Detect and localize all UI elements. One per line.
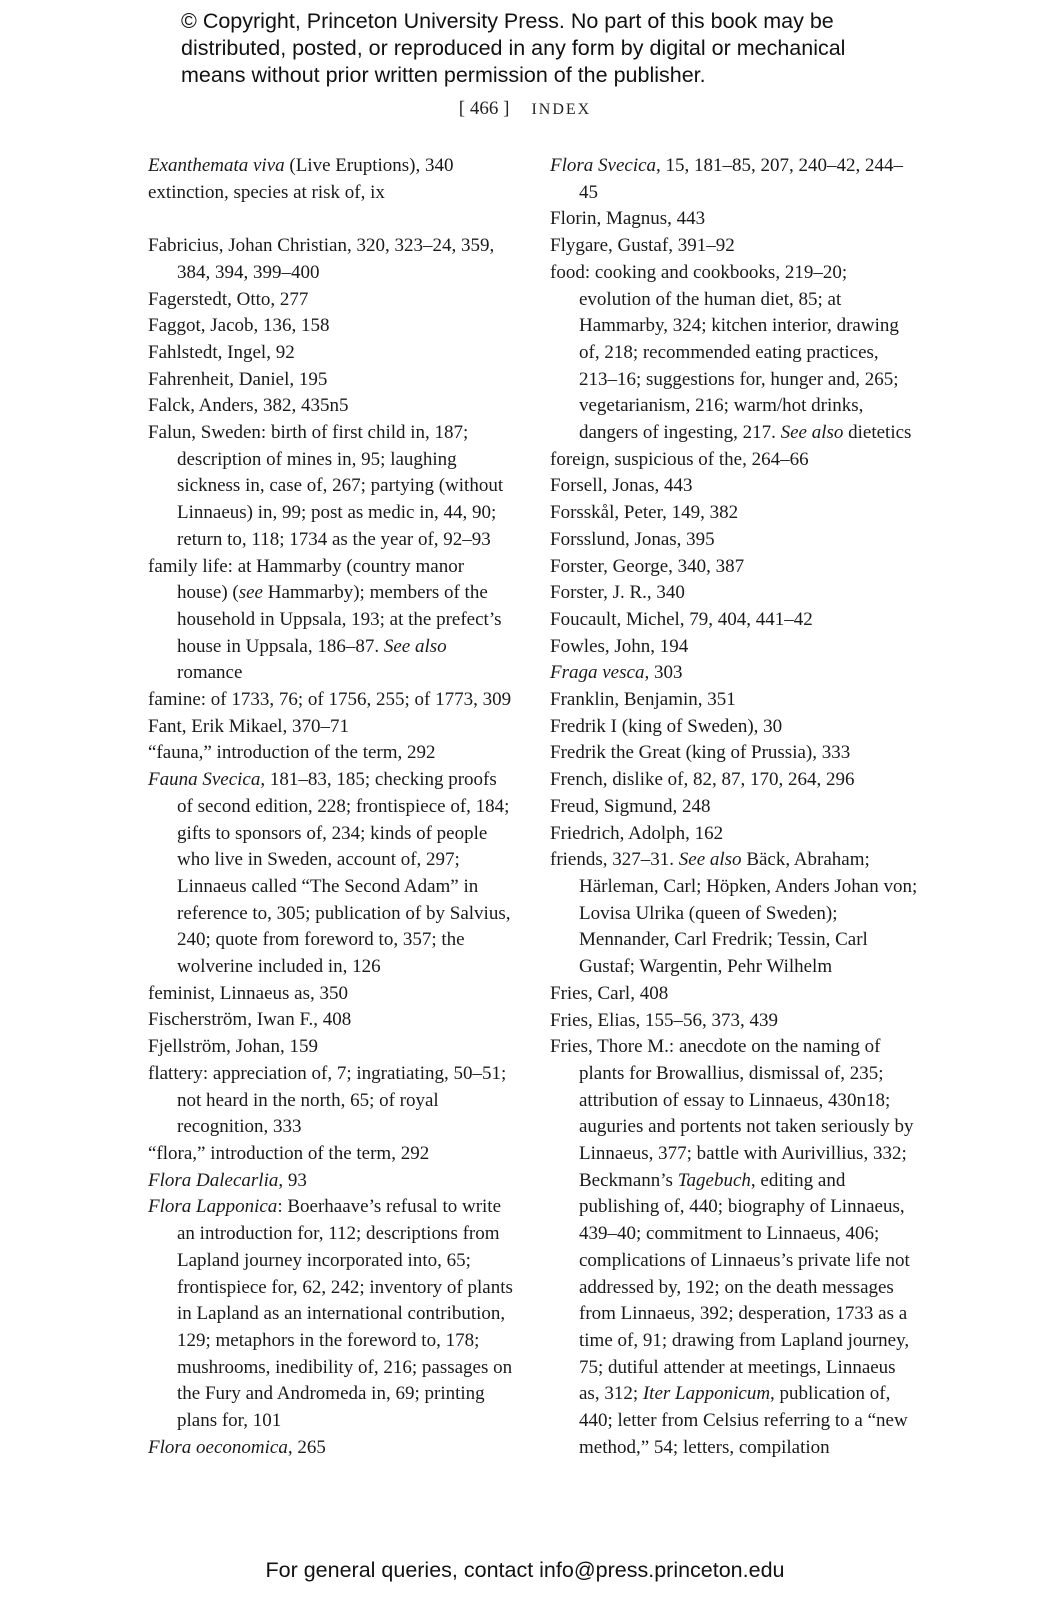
- index-entry: [148, 313, 516, 340]
- index-entry: [148, 393, 516, 420]
- index-entry: [148, 714, 516, 741]
- index-entry-italic-text: Flora Dalecarlia: [148, 1169, 279, 1191]
- index-entry-text: Flygare, Gustaf, 391–92: [550, 235, 735, 257]
- index-entry: [550, 821, 920, 848]
- index-entry-text: “fauna,” introduction of the term, 292: [148, 742, 436, 764]
- index-entry-text: extinction, species at risk of, ix: [148, 181, 385, 203]
- index-entry-italic-text: See also: [383, 635, 447, 657]
- index-entry: [148, 420, 516, 554]
- index-entry-text: Forster, George, 340, 387: [550, 555, 745, 577]
- index-entry-text: Fredrik I (king of Sweden), 30: [550, 715, 783, 737]
- index-entry-text: food: cooking and cookbooks, 219–20; evolution of the human diet, 85; at Hammarby, 324; kitchen interior, drawing of, 218; recommended eating practices, 213–16; suggestions for, hunger and, 265; vegetarianism, 216; warm/hot drinks, dangers of ingesting, 217.: [550, 261, 899, 444]
- index-entry-text: friends, 327–31.: [550, 849, 679, 871]
- index-entry: [148, 1007, 516, 1034]
- index-entry-text: Forster, J. R., 340: [550, 582, 685, 604]
- index-column-right: [550, 153, 920, 1461]
- index-entry-text: Foucault, Michel, 79, 404, 441–42: [550, 608, 813, 630]
- index-entry: [550, 794, 920, 821]
- index-entry-text: , 15, 181–85, 207, 240–42, 244–45: [579, 155, 904, 203]
- index-entry-text: romance: [177, 662, 243, 684]
- index-entry-text: famine: of 1733, 76; of 1756, 255; of 1773, 309: [148, 689, 512, 711]
- index-entry-italic-text: Tagebuch: [677, 1169, 751, 1191]
- index-entry-text: (Live Eruptions), 340: [284, 155, 454, 176]
- index-column-left: [148, 153, 516, 1461]
- index-entry-text: Fredrik the Great (king of Prussia), 333: [550, 742, 851, 764]
- index-entry-text: , 181–83, 185; checking proofs of second edition, 228; frontispiece of, 184; gifts to sponsors of, 234; kinds of people who live in Sweden, account of, 297; Linnaeus called “The Second Adam” in reference to, 305; publication of by Salvius, 240; quote from foreword to, 357; the wolverine included in, 126: [177, 769, 511, 978]
- index-entry-text: , editing and publishing of, 440; biography of Linnaeus, 439–40; commitment to Linnaeus, 406; complications of Linnaeus’s private life not addressed by, 192; on the death messages from Linnaeus, 392; desperation, 1733 as a time of, 91; drawing from Lapland journey, 75; dutiful attender at meetings, Linnaeus as, 312;: [579, 1169, 910, 1405]
- copyright-notice: © Copyright, Princeton University Press. No part of this book may be distributed, posted, or reproduced in any form by digital or mechanical means without prior written permission of the publisher.: [181, 9, 846, 87]
- index-entry: [148, 767, 516, 981]
- index-entry-text: Fabricius, Johan Christian, 320, 323–24, 359, 384, 394, 399–400: [148, 235, 495, 283]
- index-entry-text: Fischerström, Iwan F., 408: [148, 1009, 352, 1031]
- section-title: INDEX: [531, 101, 592, 118]
- index-entry-text: , 265: [287, 1436, 326, 1458]
- index-entry-text: family life: at Hammarby (country manor house) (: [148, 555, 465, 604]
- index-entry: [148, 1435, 516, 1462]
- index-entry-text: Fjellström, Johan, 159: [148, 1036, 318, 1058]
- index-entry: [148, 233, 516, 286]
- index-entry: [148, 1168, 516, 1195]
- index-entry: [550, 447, 920, 474]
- index-entry: [550, 1034, 920, 1461]
- index-entry: [148, 287, 516, 314]
- index-entry-text: foreign, suspicious of the, 264–66: [550, 448, 809, 470]
- index-entry-text: French, dislike of, 82, 87, 170, 264, 296: [550, 769, 855, 791]
- index-entry-text: Fant, Erik Mikael, 370–71: [148, 715, 350, 737]
- contact-footer: For general queries, contact info@press.princeton.edu: [265, 1558, 785, 1582]
- index-entry: [550, 554, 920, 581]
- index-entry-text: Forsell, Jonas, 443: [550, 475, 693, 497]
- index-entry: [550, 634, 920, 661]
- index-entry-text: flattery: appreciation of, 7; ingratiating, 50–51; not heard in the north, 65; of royal recognition, 333: [148, 1062, 507, 1138]
- index-entry: [148, 554, 516, 688]
- index-entry-text: feminist, Linnaeus as, 350: [148, 982, 348, 1004]
- index-entry: [550, 1008, 920, 1035]
- index-entry: [148, 340, 516, 367]
- running-head: [0, 98, 1050, 120]
- index-entry-text: Hammarby); members of the household in Uppsala, 193; at the prefect’s house in Uppsala, 186–87.: [177, 582, 502, 657]
- index-entry-text: Friedrich, Adolph, 162: [550, 822, 724, 844]
- index-entry: [550, 206, 920, 233]
- index-entry-italic-text: Iter Lapponicum: [642, 1383, 771, 1405]
- index-entry-text: : Boerhaave’s refusal to write an introduction for, 112; descriptions from Lapland journey incorporated into, 65; frontispiece for, 62, 242; inventory of plants in Lapland as an international contribution, 129; metaphors in the foreword to, 178; mushrooms, inedibility of, 216; passages on the Fury and Andromeda in, 69; printing plans for, 101: [177, 1196, 513, 1432]
- index-entry-italic-text: Flora Lapponica: [148, 1196, 278, 1218]
- index-entry-text: , publication of, 440; letter from Celsius referring to a “new method,” 54; letters, compilation: [579, 1383, 908, 1458]
- index-entry-text: dietetics: [843, 422, 912, 444]
- index-entry-text: Bäck, Abraham; Härleman, Carl; Höpken, Anders Johan von; Lovisa Ulrika (queen of Sweden); Mennander, Carl Fredrik; Tessin, Carl Gustaf; Wargentin, Pehr Wilhelm: [579, 849, 918, 978]
- index-entry: [148, 1141, 516, 1168]
- index-entry: [148, 740, 516, 767]
- index-entry: [550, 153, 920, 206]
- index-entry: [148, 1034, 516, 1061]
- index-entry-text: Falck, Anders, 382, 435n5: [148, 395, 349, 417]
- index-entry: [550, 847, 920, 981]
- index-entry-italic-text: Flora Svecica: [550, 155, 657, 176]
- index-entry-text: Fahrenheit, Daniel, 195: [148, 368, 328, 390]
- index-entry-italic-text: Fauna Svecica: [148, 769, 261, 791]
- index-entry: [550, 607, 920, 634]
- index-entry: [148, 1061, 516, 1141]
- index-entry: [550, 714, 920, 741]
- index-entry: [148, 687, 516, 714]
- index-entry-text: Fries, Thore M.: anecdote on the naming of plants for Browallius, dismissal of, 235; attribution of essay to Linnaeus, 430n18; auguries and portents not taken seriously by Linnaeus, 377; battle with Aurivillius, 332; Beckmann’s: [550, 1036, 914, 1191]
- index-entry: [550, 260, 920, 447]
- index-entry: [550, 981, 920, 1008]
- index-entry-text: Freud, Sigmund, 248: [550, 795, 711, 817]
- index-entry-text: , 303: [644, 662, 683, 684]
- index-entry-text: Fahlstedt, Ingel, 92: [148, 341, 295, 363]
- index-entry: [550, 767, 920, 794]
- index-entry-text: Fagerstedt, Otto, 277: [148, 288, 309, 310]
- index-entry: [148, 153, 516, 180]
- index-entry: [550, 233, 920, 260]
- index-entry-text: Fries, Carl, 408: [550, 982, 669, 1004]
- index-entry-italic-text: Exanthemata viva: [148, 155, 285, 176]
- index-entry-text: “flora,” introduction of the term, 292: [148, 1143, 430, 1164]
- index-entry: [550, 740, 920, 767]
- index-entry-italic-text: see: [238, 582, 263, 604]
- index-entry: [148, 981, 516, 1008]
- index-entry: [550, 527, 920, 554]
- index-entry: [550, 687, 920, 714]
- index-entry-text: Falun, Sweden: birth of first child in, 187; description of mines in, 95; laughing sickness in, case of, 267; partying (without Linnaeus) in, 99; post as medic in, 44, 90; return to, 118; 1734 as the year of, 92–93: [148, 422, 504, 550]
- page-number: [ 466 ]: [458, 98, 510, 119]
- index-entry: [550, 500, 920, 527]
- index-entry-text: , 93: [278, 1169, 307, 1191]
- index-entry-text: Fowles, John, 194: [550, 635, 689, 657]
- index-entry-italic-text: Flora oeconomica: [148, 1436, 288, 1458]
- index-entry: [550, 580, 920, 607]
- index-entry: [148, 1194, 516, 1434]
- index-entry-text: Forsskål, Peter, 149, 382: [550, 502, 739, 524]
- index-entry-text: Fries, Elias, 155–56, 373, 439: [550, 1009, 778, 1031]
- index-entry: [550, 660, 920, 687]
- index-entry-text: Florin, Magnus, 443: [550, 208, 706, 230]
- index-entry-italic-text: See also: [780, 422, 844, 444]
- index-entry-italic-text: Fraga vesca: [550, 662, 645, 684]
- index-entry: [148, 180, 516, 207]
- index-entry-text: Forsslund, Jonas, 395: [550, 528, 715, 550]
- index-entry-text: Faggot, Jacob, 136, 158: [148, 315, 330, 337]
- index-entry-text: Franklin, Benjamin, 351: [550, 689, 736, 711]
- index-entry-italic-text: See also: [678, 849, 742, 871]
- index-entry: [550, 473, 920, 500]
- index-entry: [148, 367, 516, 394]
